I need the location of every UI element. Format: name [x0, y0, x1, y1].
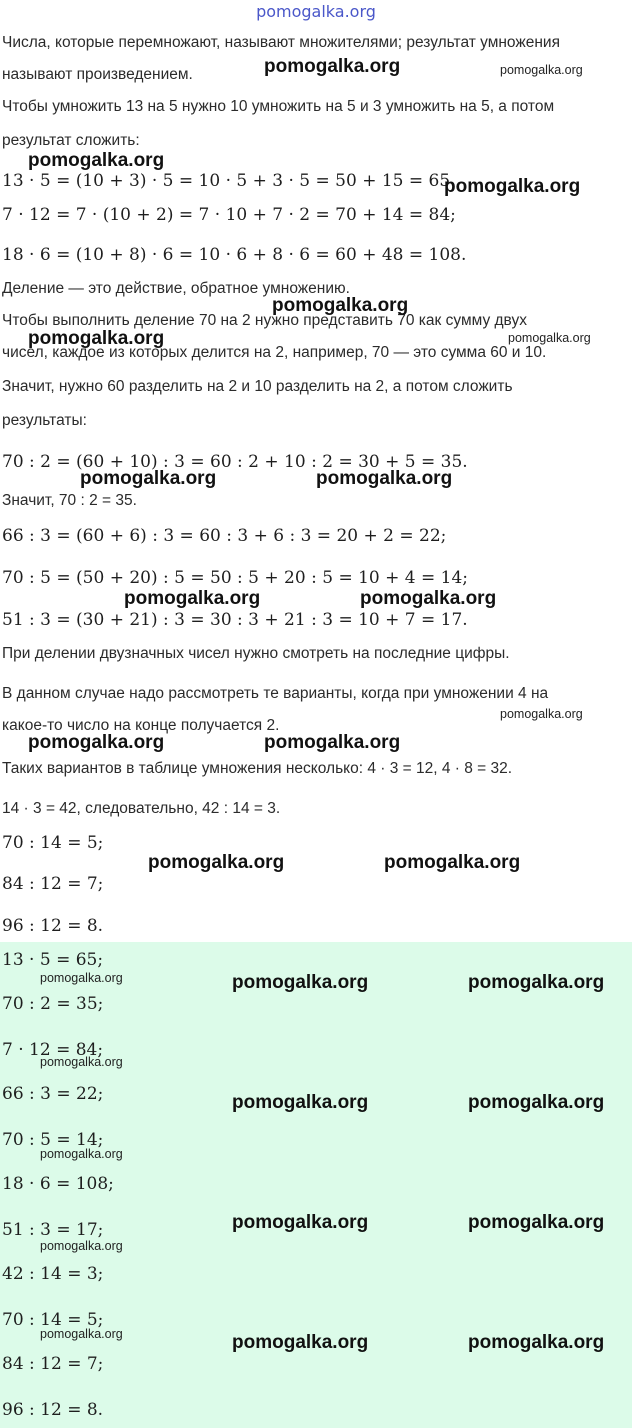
watermark: pomogalka.org	[360, 588, 497, 609]
watermark: pomogalka.org	[272, 295, 409, 316]
watermark: pomogalka.org	[384, 852, 521, 873]
text-line: Значит, 70 : 2 = 35.	[2, 492, 137, 509]
watermark: pomogalka.org	[468, 1092, 605, 1113]
text-line: При делении двузначных чисел нужно смотреть на последние цифры.	[2, 645, 510, 662]
formula-line: 7 · 12 = 7 · (10 + 2) = 7 · 10 + 7 · 2 = 70 + 14 = 84;	[2, 205, 456, 225]
text-line: результаты:	[2, 412, 87, 429]
watermark: pomogalka.org	[40, 1327, 123, 1341]
watermark: pomogalka.org	[28, 150, 165, 171]
formula-line: 18 · 6 = (10 + 8) · 6 = 10 · 6 + 8 · 6 = 60 + 48 = 108.	[2, 245, 467, 265]
watermark: pomogalka.org	[508, 331, 591, 345]
formula-line: 70 : 14 = 5;	[2, 833, 104, 853]
text-line: Чтобы выполнить деление 70 на 2 нужно представить 70 как сумму двух	[2, 312, 527, 329]
answer-line: 96 : 12 = 8.	[2, 1400, 104, 1420]
watermark: pomogalka.org	[500, 63, 583, 77]
answer-line: 70 : 14 = 5;	[2, 1310, 104, 1330]
answer-line: 84 : 12 = 7;	[2, 1354, 104, 1374]
watermark: pomogalka.org	[232, 972, 369, 993]
text-line: Чтобы умножить 13 на 5 нужно 10 умножить на 5 и 3 умножить на 5, а потом	[2, 98, 555, 115]
watermark: pomogalka.org	[468, 1212, 605, 1233]
answer-line: 70 : 2 = 35;	[2, 994, 104, 1014]
watermark: pomogalka.org	[468, 1332, 605, 1353]
text-line: чисел, каждое из которых делится на 2, например, 70 — это сумма 60 и 10.	[2, 344, 547, 361]
watermark: pomogalka.org	[40, 1147, 123, 1161]
watermark: pomogalka.org	[148, 852, 285, 873]
watermark: pomogalka.org	[264, 56, 401, 77]
watermark: pomogalka.org	[232, 1092, 369, 1113]
text-line: Числа, которые перемножают, называют множителями; результат умножения	[2, 34, 560, 51]
formula-line: 66 : 3 = (60 + 6) : 3 = 60 : 3 + 6 : 3 = 20 + 2 = 22;	[2, 526, 447, 546]
formula-line: 96 : 12 = 8.	[2, 916, 104, 936]
text-line: 14 · 3 = 42, следовательно, 42 : 14 = 3.	[2, 800, 281, 817]
formula-line: 70 : 5 = (50 + 20) : 5 = 50 : 5 + 20 : 5 = 10 + 4 = 14;	[2, 568, 468, 588]
answer-line: 42 : 14 = 3;	[2, 1264, 104, 1284]
text-line: Таких вариантов в таблице умножения несколько: 4 · 3 = 12, 4 · 8 = 32.	[2, 760, 513, 777]
text-line: какое-то число на конце получается 2.	[2, 717, 280, 734]
formula-line: 13 · 5 = (10 + 3) · 5 = 10 · 5 + 3 · 5 = 50 + 15 = 65.	[2, 171, 456, 191]
watermark: pomogalka.org	[444, 176, 581, 197]
answer-line: 7 · 12 = 84;	[2, 1040, 104, 1060]
watermark: pomogalka.org	[80, 468, 217, 489]
answer-line: 13 · 5 = 65;	[2, 950, 104, 970]
formula-line: 84 : 12 = 7;	[2, 874, 104, 894]
text-line: Значит, нужно 60 разделить на 2 и 10 разделить на 2, а потом сложить	[2, 378, 513, 395]
watermark: pomogalka.org	[28, 328, 165, 349]
watermark: pomogalka.org	[28, 732, 165, 753]
answer-line: 51 : 3 = 17;	[2, 1220, 104, 1240]
watermark: pomogalka.org	[232, 1212, 369, 1233]
text-line: Деление — это действие, обратное умножению.	[2, 280, 350, 297]
watermark: pomogalka.org	[264, 732, 401, 753]
text-line: результат сложить:	[2, 132, 140, 149]
site-logo[interactable]: pomogalka.org	[256, 2, 376, 21]
watermark: pomogalka.org	[232, 1332, 369, 1353]
watermark: pomogalka.org	[316, 468, 453, 489]
watermark: pomogalka.org	[40, 971, 123, 985]
answer-line: 66 : 3 = 22;	[2, 1084, 104, 1104]
text-line: называют произведением.	[2, 66, 193, 83]
formula-line: 70 : 2 = (60 + 10) : 3 = 60 : 2 + 10 : 2 = 30 + 5 = 35.	[2, 452, 468, 472]
watermark: pomogalka.org	[40, 1239, 123, 1253]
watermark: pomogalka.org	[40, 1055, 123, 1069]
text-line: В данном случае надо рассмотреть те варианты, когда при умножении 4 на	[2, 685, 549, 702]
watermark: pomogalka.org	[500, 707, 583, 721]
answer-line: 70 : 5 = 14;	[2, 1130, 104, 1150]
watermark: pomogalka.org	[468, 972, 605, 993]
formula-line: 51 : 3 = (30 + 21) : 3 = 30 : 3 + 21 : 3 = 10 + 7 = 17.	[2, 610, 468, 630]
watermark: pomogalka.org	[124, 588, 261, 609]
answer-line: 18 · 6 = 108;	[2, 1174, 114, 1194]
